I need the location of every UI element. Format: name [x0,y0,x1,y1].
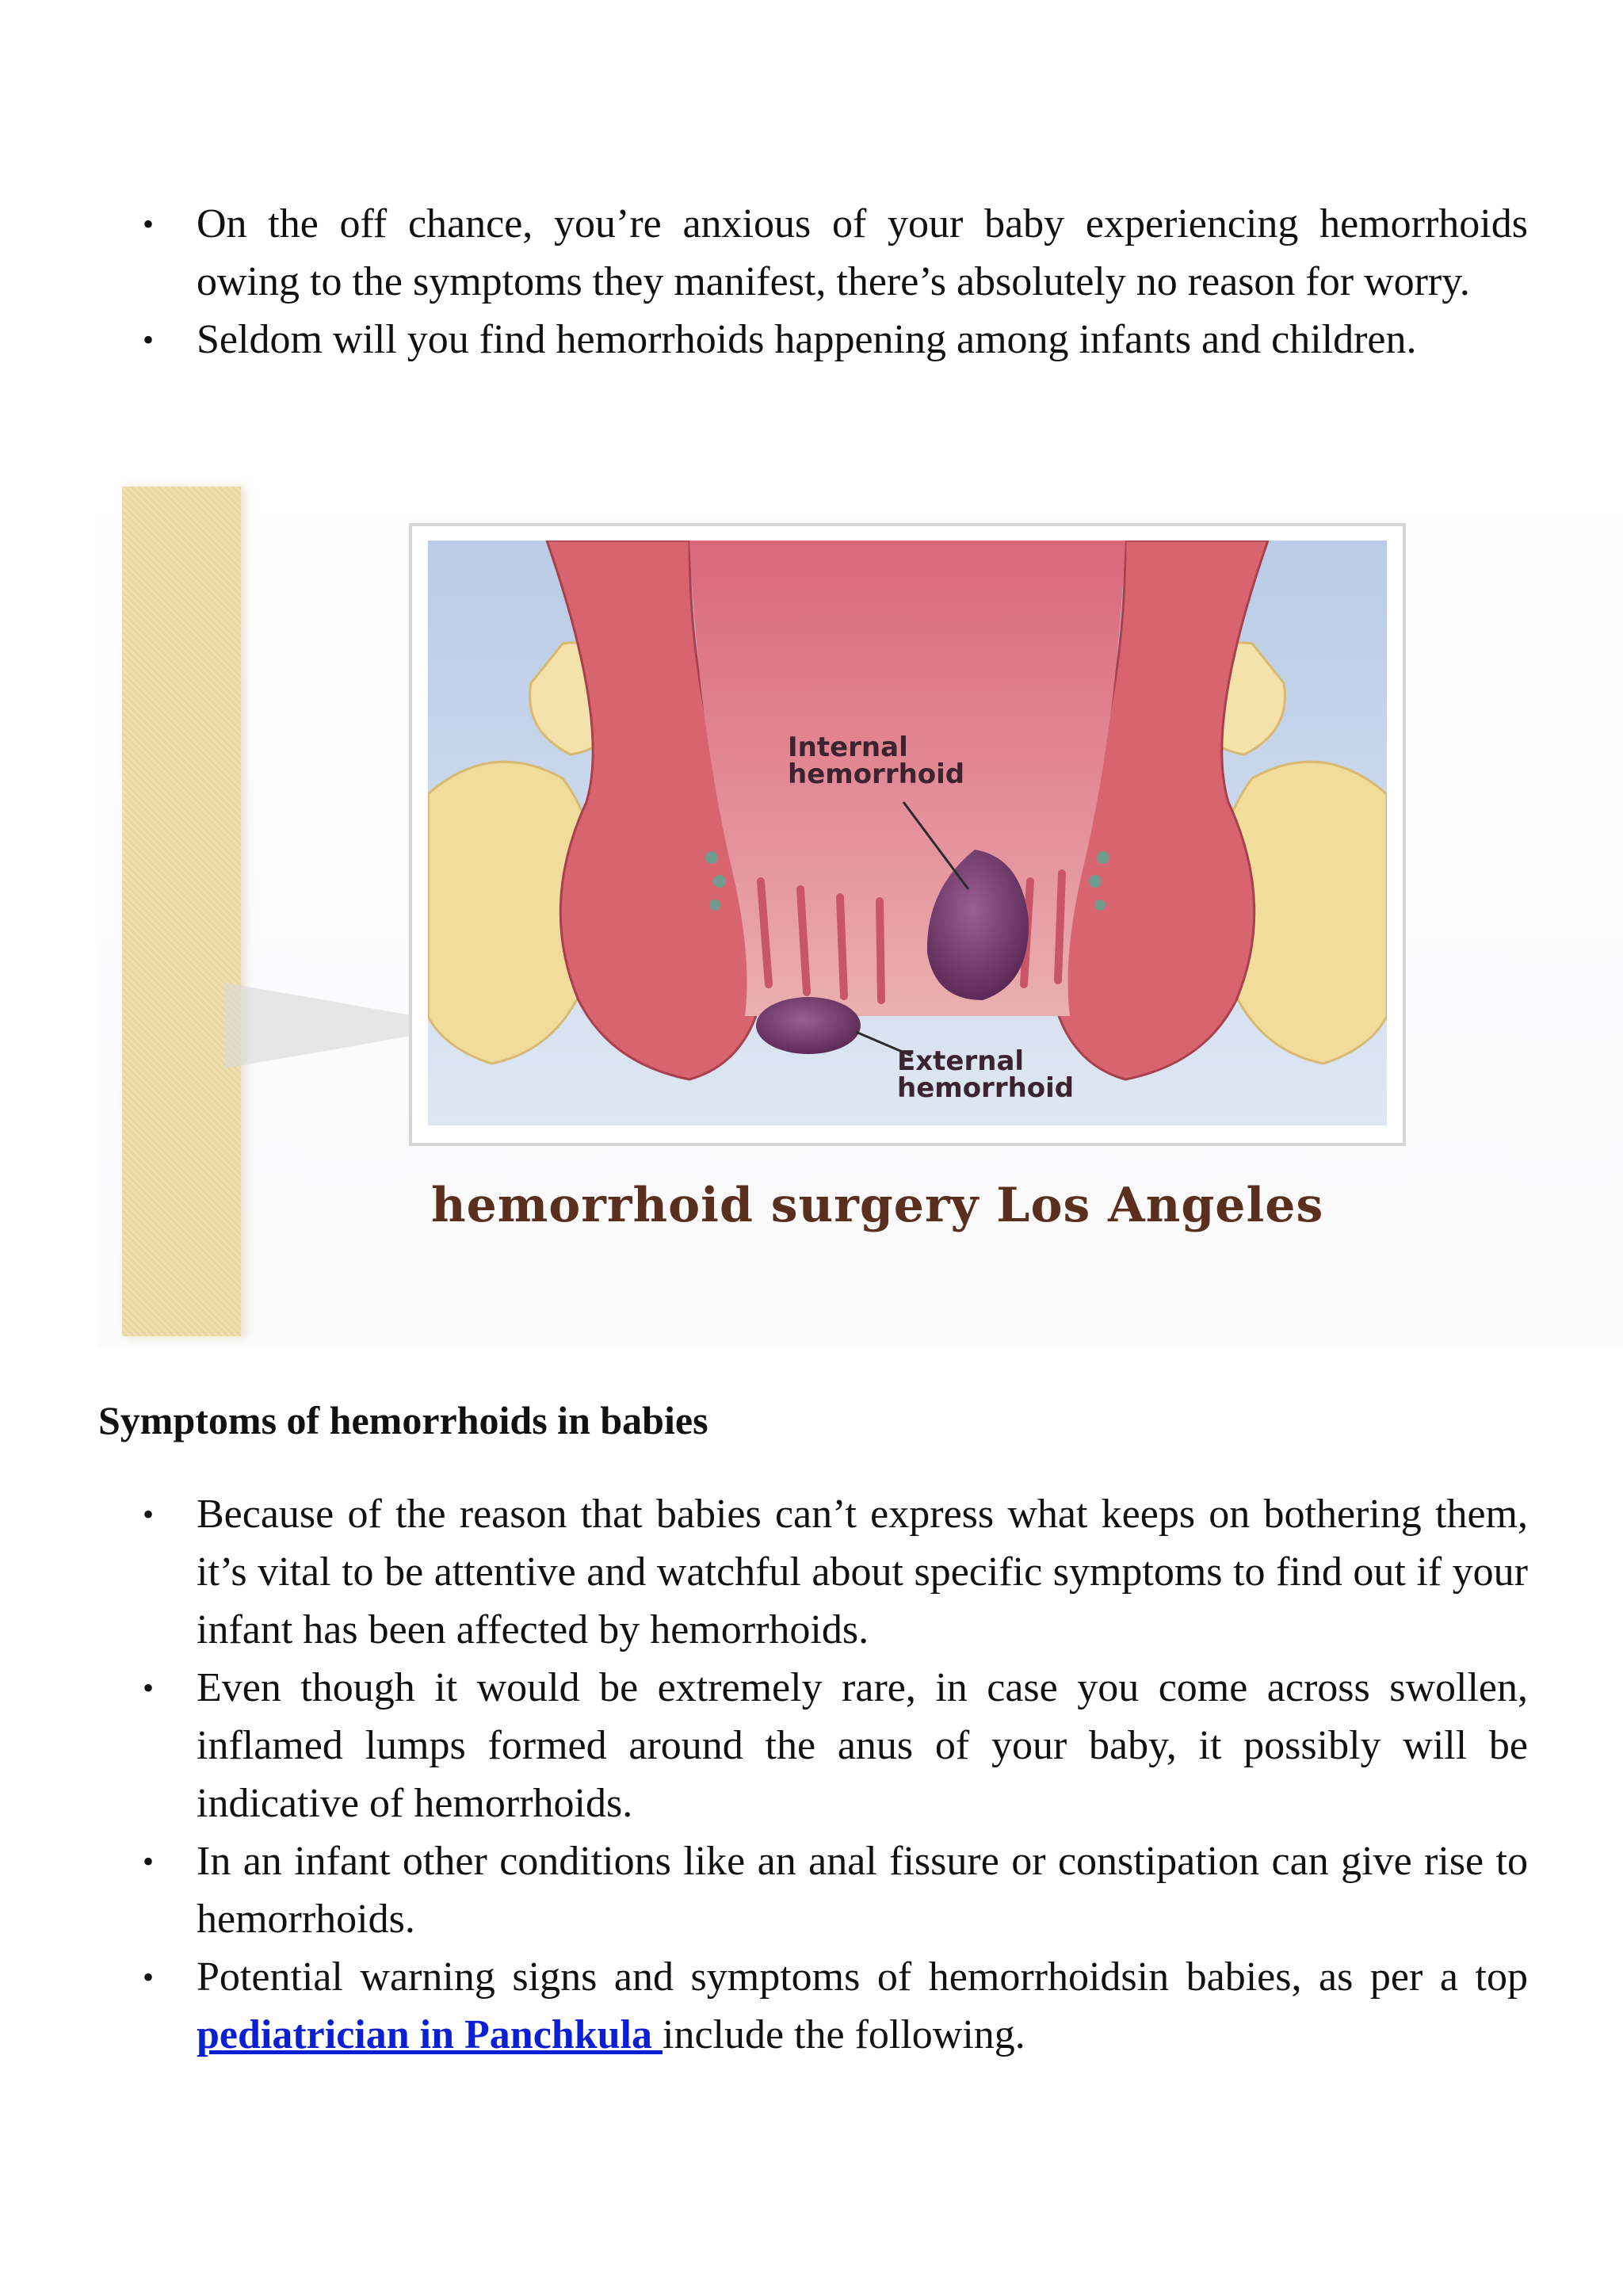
list-item [98,311,1528,369]
list-item [98,1485,1528,1659]
bullet-icon: • [143,1959,155,1995]
anatomy-diagram [428,541,1387,1125]
list-item [98,195,1528,311]
diagram-frame [409,523,1406,1146]
bullet-text: Seldom will you find hemorrhoids happening among infants and children. [197,317,1417,362]
figure-caption: hemorrhoid surgery Los Angeles [431,1178,1324,1233]
symptom-bullet-list [98,1485,1528,2064]
bullet-text: Even though it would be extremely rare, in case you come across swollen, inflamed lumps formed around the anus of your baby, it possibly will be indicative of hemorrhoids. [197,1665,1528,1826]
bullet-text-after-link: include the following. [663,2012,1025,2057]
list-item [98,1659,1528,1832]
bullet-text: Because of the reason that babies can’t express what keeps on bothering them, it’s vital to be attentive and watchful about specific symptoms to find out if your infant has been affected by hemorrhoids. [197,1492,1528,1652]
section-heading: Symptoms of hemorrhoids in babies [98,1398,708,1442]
label-external-line1: External [897,1045,1025,1077]
bullet-icon: • [143,322,155,357]
bullet-text-before-link: Potential warning signs and symptoms of hemorrhoidsin babies, as per a top [197,1954,1528,2000]
hemorrhoid-figure [98,476,1623,1347]
intro-bullet-list [98,195,1528,369]
bullet-icon: • [143,1843,155,1879]
bullet-icon: • [143,1670,155,1706]
label-internal-line1: Internal [788,732,908,763]
bullet-icon: • [143,1496,155,1532]
list-item [98,1832,1528,1948]
decorative-sidebar [122,487,241,1336]
bullet-text: On the off chance, you’re anxious of your baby experiencing hemorrhoids owing to the symptoms they manifest, there’s absolutely no reason for worry. [197,201,1528,304]
label-internal-line2: hemorrhoid [788,758,965,790]
bullet-icon: • [143,206,155,242]
list-item [98,1948,1528,2064]
pediatrician-link[interactable]: pediatrician in Panchkula [197,2012,663,2057]
bullet-text: In an infant other conditions like an anal fissure or constipation can give rise to hemorrhoids. [197,1839,1528,1942]
label-external-line2: hemorrhoid [897,1072,1075,1104]
